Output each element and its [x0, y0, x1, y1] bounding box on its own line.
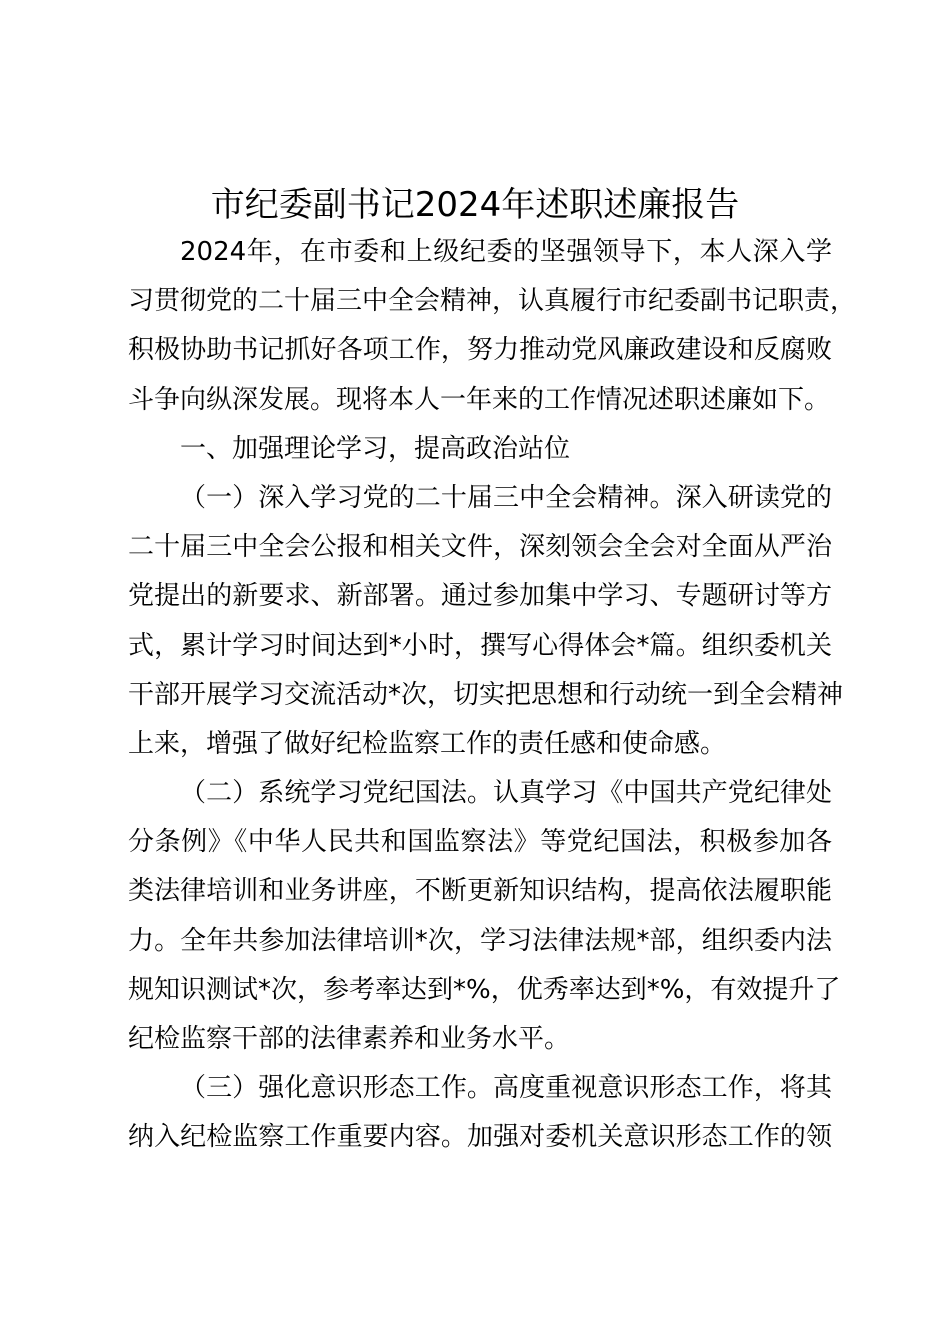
body-line: 2024年，在市委和上级纪委的坚强领导下，本人深入学 — [180, 237, 832, 267]
body-line: 积极协助书记抓好各项工作，努力推动党风廉政建设和反腐败 — [128, 335, 832, 366]
body-line: 上来，增强了做好纪检监察工作的责任感和使命感。 — [128, 728, 727, 759]
body-line: 类法律培训和业务讲座，不断更新知识结构，提高依法履职能 — [128, 876, 832, 907]
document-title: 市纪委副书记2024年述职述廉报告 — [210, 185, 740, 225]
body-line: 二十届三中全会公报和相关文件，深刻领会全会对全面从严治 — [128, 532, 832, 563]
body-line: （二）系统学习党纪国法。认真学习《中国共产党纪律处 — [180, 778, 832, 809]
body-line: 党提出的新要求、新部署。通过参加集中学习、专题研讨等方 — [128, 581, 832, 612]
body-line: 纪检监察干部的法律素养和业务水平。 — [128, 1024, 571, 1054]
body-line: 式，累计学习时间达到*小时，撰写心得体会*篇。组织委机关 — [128, 630, 832, 661]
document-body — [128, 228, 857, 1163]
body-line: 纳入纪检监察工作重要内容。加强对委机关意识形态工作的领 — [128, 1122, 832, 1153]
body-line: 一、加强理论学习，提高政治站位 — [180, 433, 571, 464]
body-line: （三）强化意识形态工作。高度重视意识形态工作，将其 — [180, 1073, 832, 1104]
body-line: 干部开展学习交流活动*次，切实把思想和行动统一到全会精神 — [128, 679, 844, 710]
body-line: 斗争向纵深发展。现将本人一年来的工作情况述职述廉如下。 — [128, 384, 831, 415]
body-line: 规知识测试*次，参考率达到*%，优秀率达到*%，有效提升了 — [128, 974, 841, 1005]
body-line: （一）深入学习党的二十届三中全会精神。深入研读党的 — [180, 482, 832, 513]
body-line: 习贯彻党的二十届三中全会精神，认真履行市纪委副书记职责， — [128, 286, 857, 317]
body-line: 分条例》《中华人民共和国监察法》等党纪国法，积极参加各 — [128, 827, 832, 858]
body-line: 力。全年共参加法律培训*次，学习法律法规*部，组织委内法 — [128, 925, 832, 956]
